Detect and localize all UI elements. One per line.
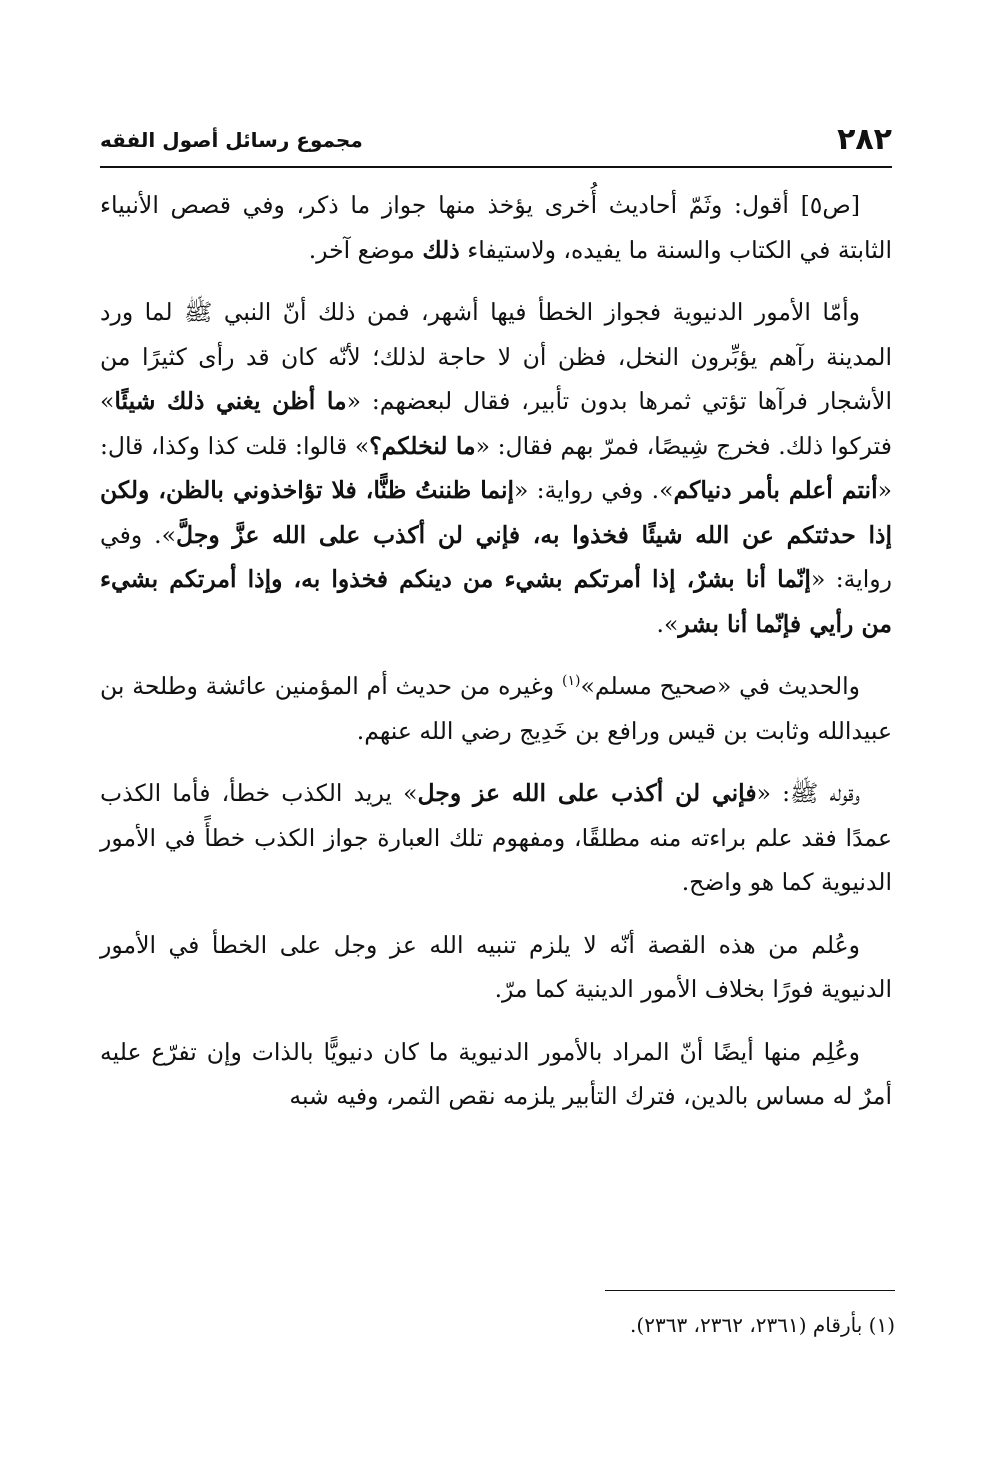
- footnote: (١) بأرقام (٢٣٦١، ٢٣٦٢، ٢٣٦٣).: [630, 1313, 895, 1337]
- text-run: وقوله ﷺ: «: [756, 779, 860, 807]
- bold-text: أنتم أعلم بأمر دنياكم: [673, 476, 878, 504]
- book-title: مجموع رسائل أصول الفقه: [100, 128, 363, 152]
- text-run: » قالوا: قلت كذا وكذا، قال: «: [100, 431, 893, 504]
- bold-text: ما أظن يغني ذلك شيئًا: [114, 387, 347, 415]
- text-run: وغيره من حديث أم المؤمنين عائشة وطلحة بن عبيدالله وثابت بن قيس ورافع بن خَدِيج رضي الله عنهم.: [100, 672, 892, 745]
- bold-text: إنما ظننتُ ظنًّا، فلا تؤاخذوني بالظن، ولكن إذا حدثتكم عن الله شيئًا فخذوا به، فإني لن أكذب على الله عزَّ وجلَّ: [100, 476, 892, 549]
- header-rule: [100, 166, 892, 168]
- paragraph-3: [100, 664, 892, 753]
- text-run: ». وفي رواية: «: [514, 476, 674, 504]
- bold-text: إنّما أنا بشرٌ، إذا أمرتكم بشيء من دينكم فخذوا به، وإذا أمرتكم بشيء من رأيي فإنّما أنا بشر: [100, 565, 892, 638]
- paragraph-6: [100, 1030, 892, 1119]
- paragraph-2: [100, 290, 892, 646]
- paragraph-5: [100, 923, 892, 1012]
- text-run: وعُلم من هذه القصة أنّه لا يلزم تنبيه الله عز وجل على الخطأ في الأمور الدنيوية فورًا بخلاف الأمور الدينية كما مرّ.: [100, 930, 892, 1003]
- body-text: [100, 183, 892, 1137]
- bold-text: ذلك: [422, 235, 460, 264]
- running-header: [100, 118, 892, 164]
- text-run: » فتركوا ذلك. فخرج شِيصًا، فمرّ بهم فقال: «: [100, 387, 892, 460]
- text-run: موضع آخر.: [308, 235, 423, 264]
- text-run: والحديث في «صحيح مسلم»: [580, 672, 860, 700]
- bold-text: فإني لن أكذب على الله عز وجل: [417, 779, 757, 807]
- text-run: وعُلِم منها أيضًا أنّ المراد بالأمور الدنيوية ما كان دنيويًّا بالذات وإن تفرّع عليه أمرٌ له مساس بالدين، فترك التأبير يلزمه نقص الثمر، وفيه شبه: [100, 1037, 892, 1110]
- footnote-marker: (١): [561, 673, 581, 690]
- text-run: وأمّا الأمور الدنيوية فجواز الخطأ فيها أشهر، فمن ذلك أنّ النبي ﷺ لما ورد المدينة رآهم يؤبِّرون النخل، فظن أن لا حاجة لذلك؛ لأنّه كان قد رأى كثيرًا من الأشجار فرآها تؤتي ثمرها بدون تأبير، فقال لبعضهم: «: [100, 298, 892, 415]
- footnote-rule: [605, 1290, 895, 1291]
- text-run: ». وفي رواية: «: [100, 520, 892, 593]
- paragraph-1: [100, 183, 892, 272]
- text-run: [ص٥]: [788, 191, 861, 219]
- text-run: » يريد الكذب خطأ، فأما الكذب عمدًا فقد علم براءته منه مطلقًا، ومفهوم تلك العبارة جواز الكذب خطأً في الأمور الدنيوية كما هو واضح.: [100, 779, 892, 896]
- page-number: ٢٨٢: [837, 122, 892, 157]
- text-run: ».: [656, 609, 679, 638]
- bold-text: ما لنخلكم؟: [369, 431, 476, 460]
- text-run: أقول: وثَمّ أحاديث أُخرى يؤخذ منها جواز ما ذكر، وفي قصص الأنبياء الثابتة في الكتاب والسنة ما يفيده، ولاستيفاء: [100, 191, 892, 264]
- paragraph-4: [100, 771, 892, 905]
